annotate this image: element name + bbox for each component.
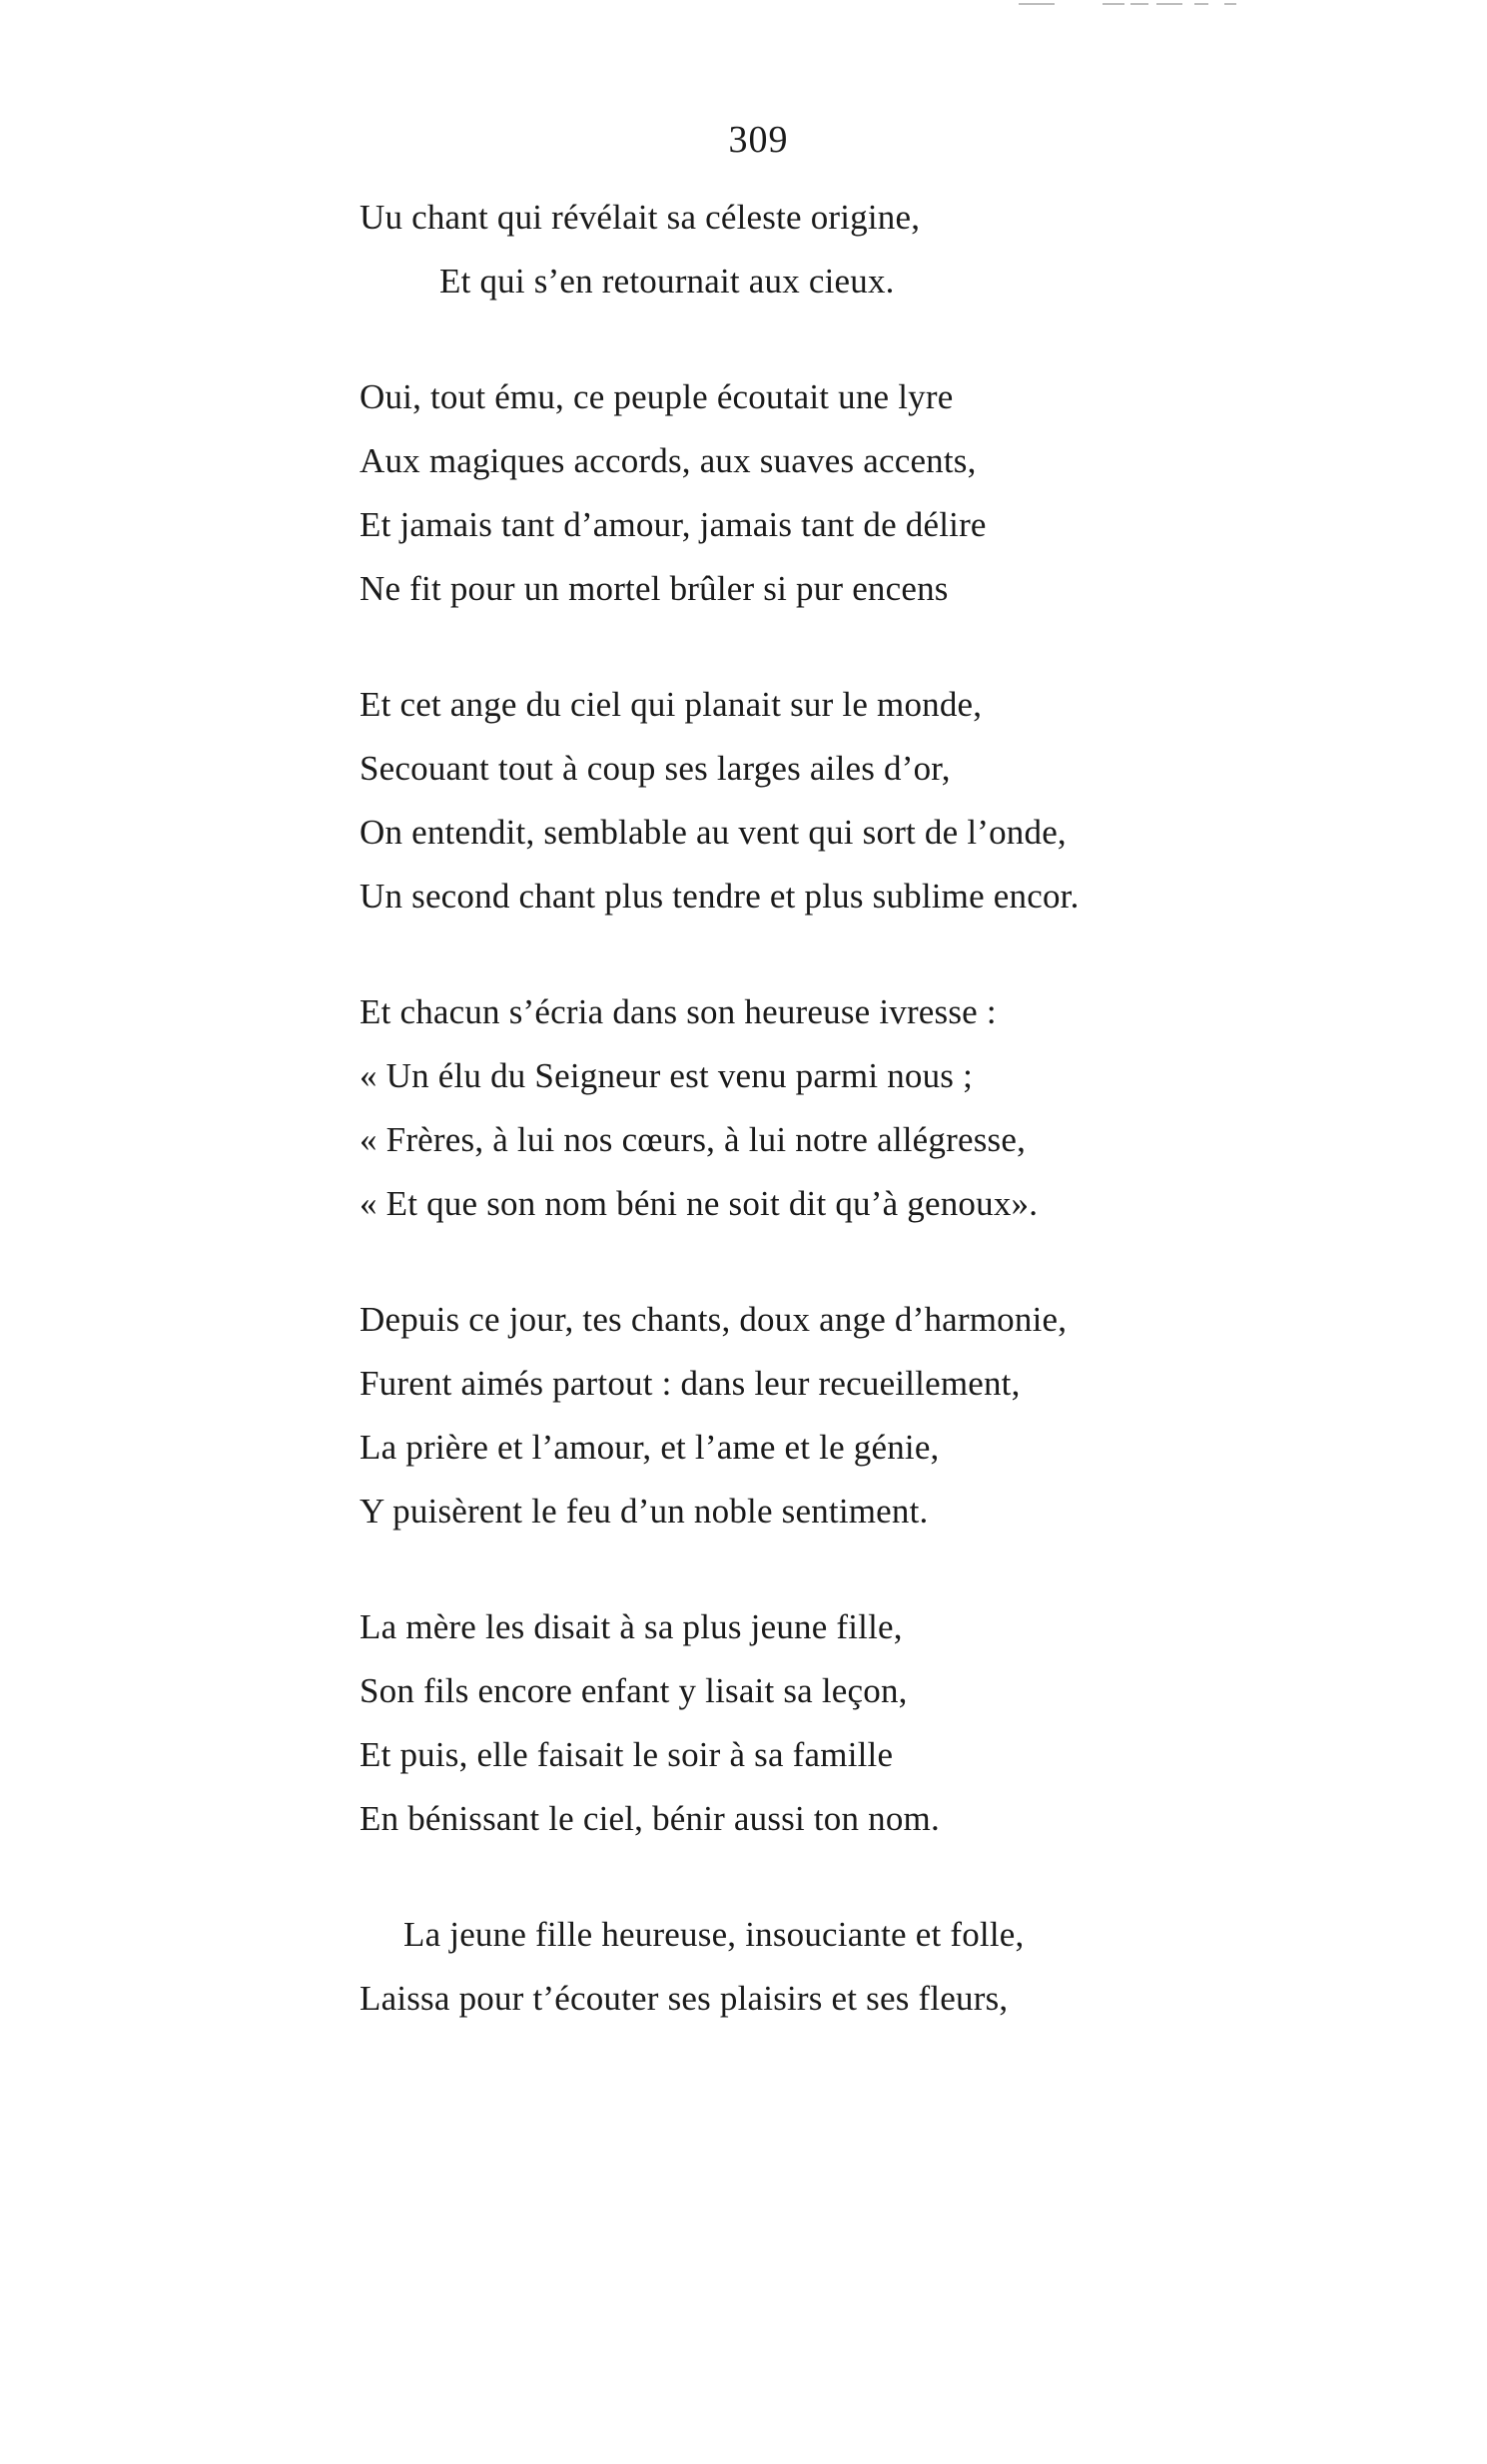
page-number: 309 (728, 119, 789, 161)
poem-line: La prière et l’amour, et l’ame et le génie, (360, 1428, 940, 1467)
poem-line: Laissa pour t’écouter ses plaisirs et ses fleurs, (360, 1979, 1009, 2018)
poem-line: Et puis, elle faisait le soir à sa famille (360, 1735, 894, 1774)
poem-line: Oui, tout ému, ce peuple écoutait une lyre (360, 377, 954, 416)
stanza-7 (360, 1903, 1358, 2031)
stanza-3 (360, 673, 1358, 928)
poem-line: Aux magiques accords, aux suaves accents, (360, 441, 977, 480)
poem-line: Un second chant plus tendre et plus sublime encor. (360, 877, 1080, 916)
poem-line: « Et que son nom béni ne soit dit qu’à genoux». (360, 1184, 1039, 1223)
poem-line: Uu chant qui révélait sa céleste origine, (360, 198, 921, 237)
poem-line: Y puisèrent le feu d’un noble sentiment. (360, 1492, 929, 1531)
stanza-4 (360, 980, 1358, 1236)
poem-line: « Frères, à lui nos cœurs, à lui notre allégresse, (360, 1120, 1027, 1159)
poem-line: Secouant tout à coup ses larges ailes d’or, (360, 749, 951, 788)
poem-line: On entendit, semblable au vent qui sort de l’onde, (360, 813, 1067, 852)
stanza-5 (360, 1288, 1358, 1543)
poem-line: Et jamais tant d’amour, jamais tant de délire (360, 505, 987, 544)
poem-line: Et chacun s’écria dans son heureuse ivresse : (360, 992, 997, 1031)
stanza-1 (360, 186, 1358, 313)
poem-line: En bénissant le ciel, bénir aussi ton nom. (360, 1799, 940, 1838)
stanza-6 (360, 1595, 1358, 1851)
stanza-2 (360, 365, 1358, 621)
poem-line: La mère les disait à sa plus jeune fille, (360, 1607, 903, 1646)
poem-text (360, 186, 1358, 2083)
poem-line: Et cet ange du ciel qui planait sur le monde, (360, 685, 983, 724)
scan-edge-marks (1019, 0, 1258, 8)
poem-line: Ne fit pour un mortel brûler si pur encens (360, 569, 949, 608)
poem-line: Depuis ce jour, tes chants, doux ange d’harmonie, (360, 1300, 1068, 1339)
poem-line: Et qui s’en retournait aux cieux. (439, 262, 895, 301)
poem-line: La jeune fille heureuse, insouciante et folle, (403, 1915, 1025, 1954)
poem-line: Furent aimés partout : dans leur recueillement, (360, 1364, 1021, 1403)
poem-line: Son fils encore enfant y lisait sa leçon, (360, 1671, 908, 1710)
poem-line: « Un élu du Seigneur est venu parmi nous ; (360, 1056, 973, 1095)
